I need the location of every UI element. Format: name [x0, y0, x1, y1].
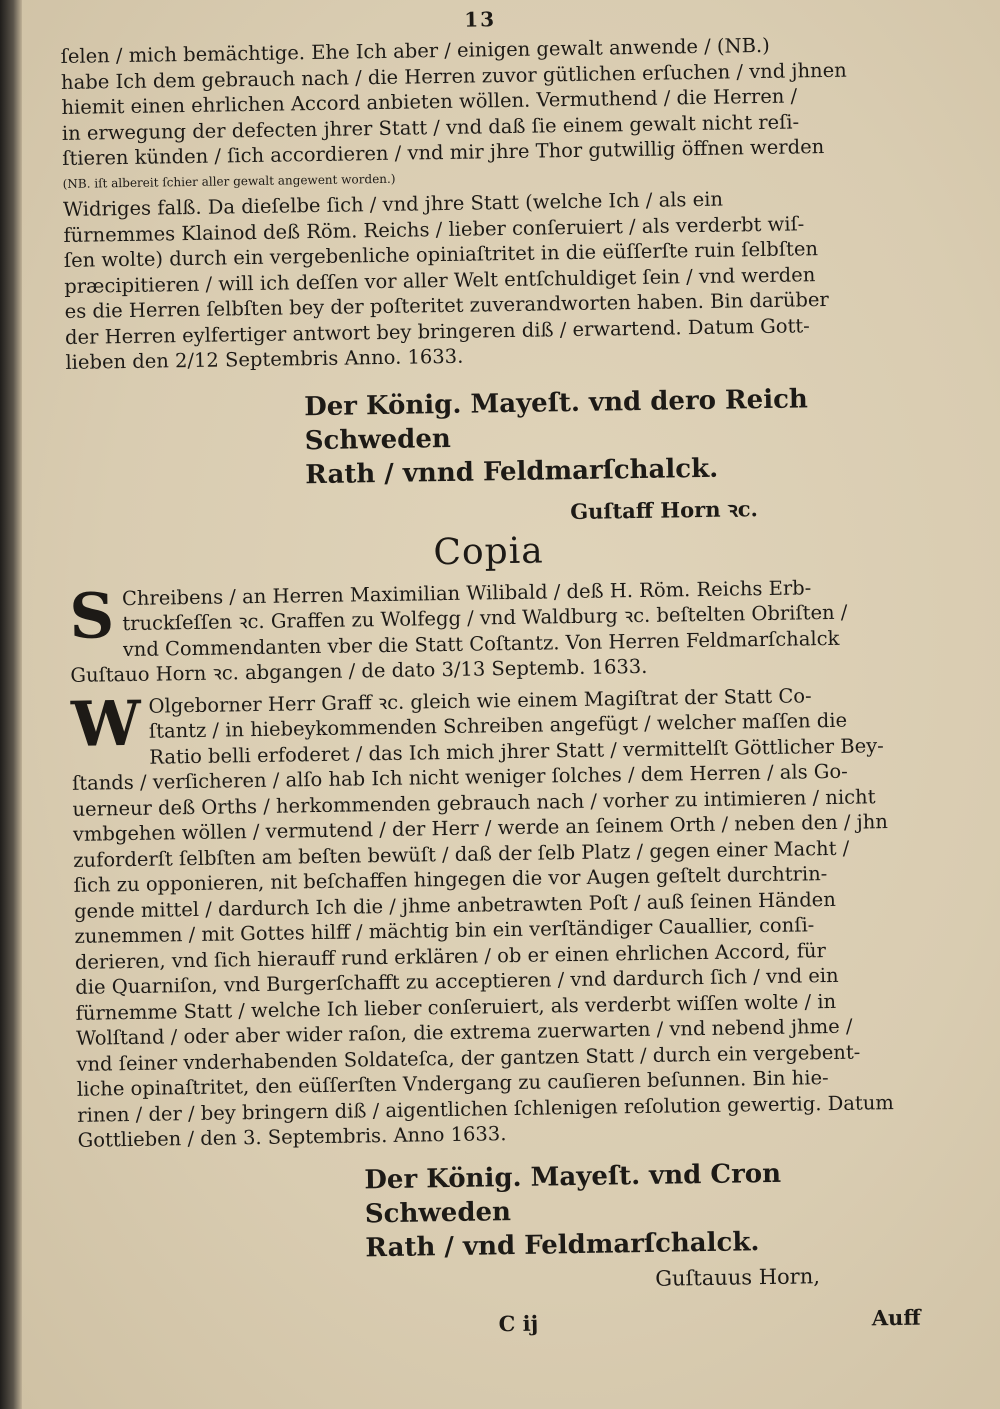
text-line: Gottlieben / den 3. Septembris. Anno 1633.: [77, 1122, 507, 1152]
signature-title-line: Rath / vnnd Feldmarſchalck.: [305, 453, 719, 490]
text-line: fürnemmes Klainod deß Röm. Reichs / lieber conſeruiert / als verderbt wiſ-: [63, 211, 805, 247]
text-line: vmbgehen wöllen / vermutend / der Herr / werde an ſeinem Orth / neben den / jhn: [72, 810, 889, 846]
text-line: Guſtauo Horn ꝛc. abgangen / de dato 3/13 Septemb. 1633.: [70, 654, 648, 687]
text-line: es die Herren ſelbſten bey der poſteritet zuverandworten haben. Bin darüber: [64, 287, 829, 323]
text-line: in erwegung der defecten jhrer Statt / vnd daß ſie einem gewalt nicht reſi-: [61, 109, 800, 145]
letter-two-body: [71, 681, 918, 1153]
text-line: Olgeborner Herr Graff ꝛc. gleich wie einem Magiſtrat der Statt Co-: [148, 683, 812, 718]
text-line: hiemit einen ehrlichen Accord anbieten wöllen. Vermuthend / die Herren /: [61, 84, 798, 119]
text-line: die Quarniſon, vnd Burgerſchafft zu acceptieren / vnd dardurch ſich / vnd ein: [75, 963, 839, 999]
copia-heading: Copia: [433, 529, 544, 573]
text-line: ſen wolte) durch ein vergebenliche opiniaſtritet in die eüſſerſte ruin ſelbſten: [63, 237, 819, 272]
signatory-name: Guſtauus Horn,: [655, 1263, 821, 1291]
text-line: gende mittel / dardurch Ich die / jhme anbetrawten Poſt / auß ſeinen Händen: [73, 887, 836, 923]
text-line: zuforderſt ſelbſten am beſten bewüſt / daß der ſelb Platz / gegen einer Macht /: [73, 836, 850, 872]
text-line: Chreibens / an Herren Maximilian Wilibald / deß H. Röm. Reichs Erb-: [121, 575, 812, 610]
signature-title-line: Rath / vnd Feldmarſchalck.: [365, 1226, 760, 1263]
text-line: ſtantz / in hiebeykommenden Schreiben angefügt / welcher maſſen die: [148, 708, 848, 743]
nota-bene-note: (NB. iſt albereit ſchier aller gewalt angewent worden.): [62, 171, 396, 191]
signature-mark: C ij: [498, 1310, 539, 1336]
text-line: habe Ich dem gebrauch nach / die Herren zuvor gütlichen erſuchen / vnd jhnen: [60, 58, 847, 94]
text-line: ſtieren künden / ſich accordieren / vnd mir jhre Thor gutwillig öffnen werden: [62, 135, 825, 170]
text-line: Widriges falß. Da dieſelbe ſich / vnd jhre Statt (welche Ich / als ein: [62, 187, 724, 221]
letter-one-paragraph: [60, 31, 905, 376]
signature-block-two: [78, 1154, 919, 1269]
drop-cap: W: [70, 686, 142, 761]
text-line: ſtands / verſicheren / alſo hab Ich nicht weniger ſolches / dem Herren / als Go-: [71, 759, 848, 795]
text-line: vnd ſeiner vnderhabenden Soldateſca, der gantzen Statt / durch ein vergebent-: [76, 1040, 861, 1076]
text-line: ſelen / mich bemächtige. Ehe Ich aber / einigen gewalt anwende / (NB.): [60, 33, 770, 68]
text-line: zunemmen / mit Gottes hilff / mächtig bin ein verſtändiger Cauallier, conſi-: [74, 913, 815, 948]
page-number: 13: [464, 7, 497, 32]
book-gutter: [0, 0, 22, 1409]
text-line: truckſeſſen ꝛc. Graffen zu Wolfegg / vnd Waldburg ꝛc. beſtelten Obriſten /: [122, 600, 848, 636]
drop-cap: S: [68, 578, 115, 653]
text-line: lieben den 2/12 Septembris Anno. 1633.: [65, 344, 464, 374]
page-text-block: [60, 1, 921, 1343]
letter-two-intro: [69, 573, 910, 688]
page-footer: [80, 1304, 920, 1342]
text-line: liche opinaſtritet, den eüſſerſten Vndergang zu cauſieren beſunnen. Bin hie-: [76, 1066, 829, 1101]
text-line: rinen / der / bey bringern diß / aigentlichen ſchlenigen reſolution gewertig. Datum: [77, 1090, 894, 1127]
text-line: uerneur deß Orths / herkommenden gebrauch nach / vorher zu intimieren / nicht: [72, 784, 876, 821]
text-line: der Herren eylfertiger antwort bey bringeren diß / erwartend. Datum Gott-: [64, 313, 810, 349]
signature-block-one: [66, 380, 907, 495]
text-line: Ratio belli erfoderet / das Ich mich jhrer Statt / vermittelſt Göttlicher Bey-: [149, 733, 884, 769]
text-line: vnd Commendanten vber die Statt Coſtantz. Von Herren Feldmarſchalck: [122, 626, 840, 661]
page-paper: [22, 0, 1000, 1409]
text-line: fürnemme Statt / welche Ich lieber conſeruiert, als verderbt wiſſen wolte / in: [75, 989, 837, 1025]
text-line: Wolſtand / oder aber wider raſon, die extrema zuerwarten / vnd nebend jhme /: [75, 1014, 853, 1050]
signature-title-line: Der König. Mayeſt. vnd Cron Schweden: [364, 1158, 782, 1229]
text-line: præcipitieren / will ich deſſen vor aller Welt entſchuldiget ſein / vnd werden: [64, 262, 816, 298]
signatory-name: Guſtaff Horn ꝛc.: [570, 495, 759, 524]
signature-title-line: Der König. Mayeſt. vnd dero Reich Schweden: [303, 383, 809, 456]
text-line: ſich zu opponieren, nit beſchaffen hingegen die vor Augen geſtelt durchtrin-: [73, 862, 828, 897]
text-line: derieren, vnd ſich hierauff rund erklären / ob er einen ehrlichen Accord, für: [74, 938, 827, 974]
catchword: Auff: [871, 1304, 921, 1330]
